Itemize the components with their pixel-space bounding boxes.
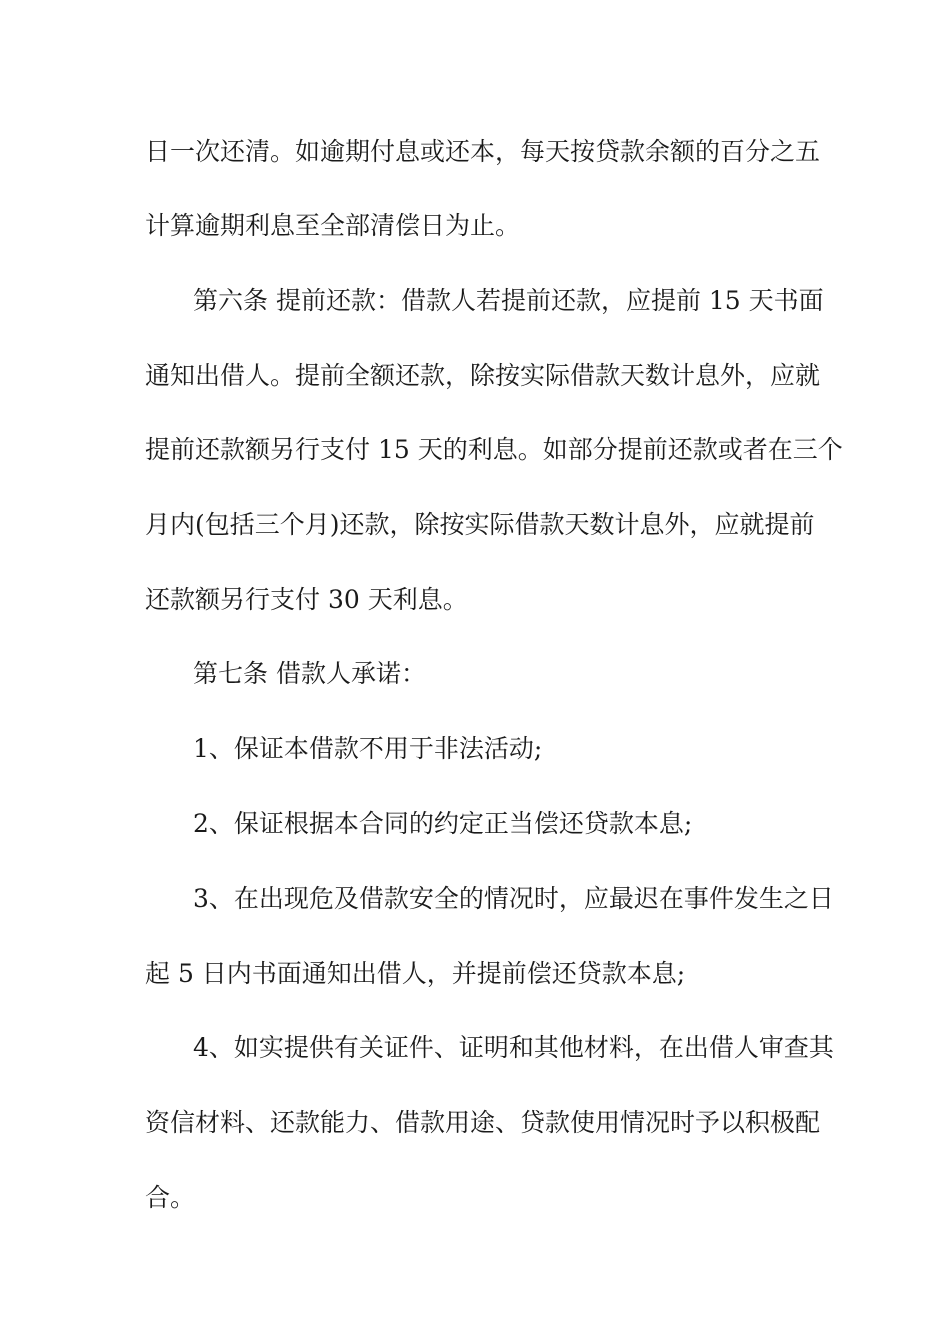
commitment-item-1: 1、保证本借款不用于非法活动;	[193, 734, 543, 763]
text-line: 还款额另行支付 30 天利息。	[145, 585, 468, 614]
text-line: 月内(包括三个月)还款，除按实际借款天数计息外，应就提前	[145, 510, 815, 539]
article-six-paragraph-start: 第六条 提前还款：借款人若提前还款，应提前 15 天书面	[193, 286, 824, 315]
text-line: 起 5 日内书面通知出借人，并提前偿还贷款本息;	[145, 959, 686, 988]
text-line: 计算逾期利息至全部清偿日为止。	[145, 211, 521, 240]
commitment-item-3: 3、在出现危及借款安全的情况时，应最迟在事件发生之日	[193, 884, 834, 913]
commitment-item-4: 4、如实提供有关证件、证明和其他材料，在出借人审查其	[193, 1033, 834, 1062]
text-line: 资信材料、还款能力、借款用途、贷款使用情况时予以积极配	[145, 1108, 821, 1137]
text-line: 通知出借人。提前全额还款，除按实际借款天数计息外，应就	[145, 361, 821, 390]
text-line: 提前还款额另行支付 15 天的利息。如部分提前还款或者在三个	[145, 435, 843, 464]
text-line: 合。	[145, 1183, 196, 1212]
article-seven-heading: 第七条 借款人承诺：	[193, 659, 426, 688]
commitment-item-2: 2、保证根据本合同的约定正当偿还贷款本息;	[193, 809, 693, 838]
text-line: 日一次还清。如逾期付息或还本，每天按贷款余额的百分之五	[145, 137, 821, 166]
